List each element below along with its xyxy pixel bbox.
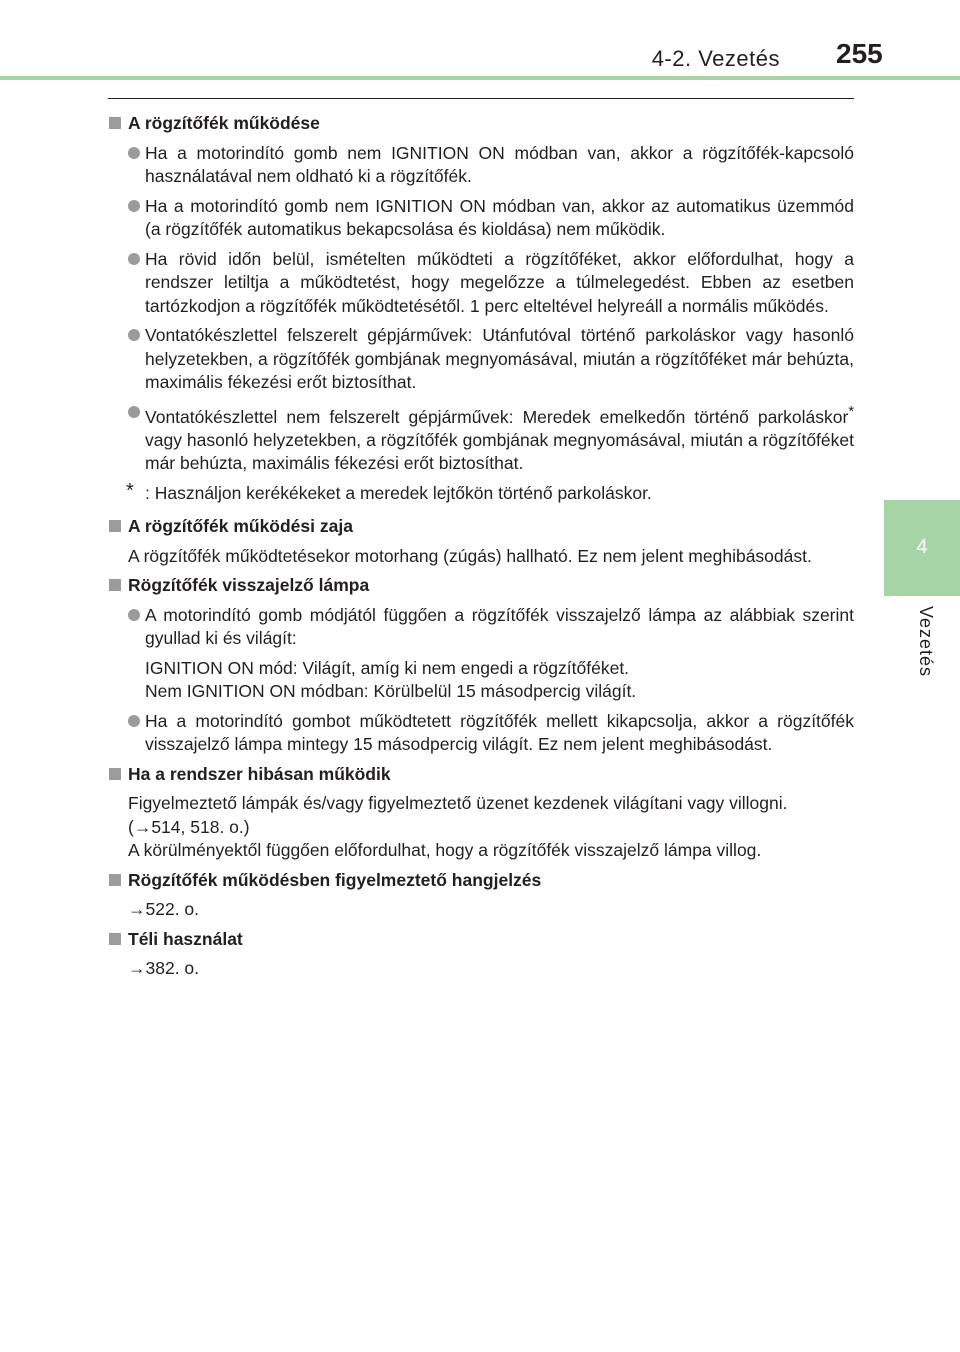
section-title: A rögzítőfék működése (108, 112, 854, 136)
circle-bullet-icon (128, 200, 140, 212)
list-item: Vontatókészlettel nem felszerelt gépjárművek: Meredek emelkedőn történő parkoláskor* vagy hasonló helyzetekben, a rögzítőfék gombjának megnyomásával, miután a rögzítőféket már behúzta, maximális fékezési erőt biztosíthat. (108, 401, 854, 476)
footnote-asterisk: * (126, 479, 134, 502)
page-reference: (→514, 518. o.) (128, 816, 250, 837)
section-parking-brake-operation (108, 112, 854, 505)
square-bullet-icon (109, 579, 121, 591)
section-title: Ha a rendszer hibásan működik (108, 763, 854, 787)
mode-line: Nem IGNITION ON módban: Körülbelül 15 másodpercig világít. (145, 681, 637, 702)
header-section-title: 4-2. Vezetés (651, 46, 780, 71)
paragraph: Figyelmeztető lámpák és/vagy figyelmeztető üzenet kezdenek világítani vagy villogni. (→514, 518. o.) A körülményektől függően előfordulhat, hogy a rögzítőfék visszajelző lámpa villog. (108, 792, 854, 863)
list-item: A motorindító gomb módjától függően a rögzítőfék visszajelző lámpa az alábbiak szerint gyullad ki és világít: (108, 604, 854, 651)
circle-bullet-icon (128, 147, 140, 159)
footnote: * : Használjon kerékékeket a meredek lejtőkön történő parkoláskor. (126, 479, 652, 503)
footnote-mark: * (848, 403, 854, 420)
section-title: Rögzítőfék működésben figyelmeztető hangjelzés (108, 869, 854, 893)
section-indicator-lamp (108, 574, 854, 757)
paragraph: A rögzítőfék működtetésekor motorhang (zúgás) hallható. Ez nem jelent meghibásodást. (128, 545, 812, 566)
circle-bullet-icon (128, 253, 140, 265)
chapter-number: 4 (916, 536, 928, 558)
header-rule (0, 76, 960, 80)
mode-line: IGNITION ON mód: Világít, amíg ki nem engedi a rögzítőféket. (145, 657, 630, 678)
section-winter-use (108, 928, 854, 981)
chapter-label: Vezetés (916, 606, 936, 678)
list-item: Vontatókészlettel felszerelt gépjárművek: Utánfutóval történő parkoláskor vagy hasonló helyzetekben, a rögzítőfék gombjának megnyomásával, miután a rögzítőféket már behúzta, maximális fékezési erőt biztosíthat. (108, 324, 854, 395)
section-title: Rögzítőfék visszajelző lámpa (108, 574, 854, 598)
page-content (108, 112, 854, 987)
list-item: Ha a motorindító gomb nem IGNITION ON módban van, akkor az automatikus üzemmód (a rögzítőfék automatikus bekapcsolása és kioldása) nem működik. (108, 195, 854, 242)
chapter-tab (884, 500, 960, 596)
section-divider (108, 98, 854, 99)
section-warning-buzzer (108, 869, 854, 922)
section-operating-noise (108, 515, 854, 568)
square-bullet-icon (109, 117, 121, 129)
section-title: Téli használat (108, 928, 854, 952)
square-bullet-icon (109, 520, 121, 532)
section-malfunction (108, 763, 854, 863)
section-title: A rögzítőfék működési zaja (108, 515, 854, 539)
list-item: Ha a motorindító gombot működtetett rögzítőfék mellett kikapcsolja, akkor a rögzítőfék visszajelző lámpa mintegy 15 másodpercig világít. Ez nem jelent meghibásodást. (108, 710, 854, 757)
square-bullet-icon (109, 768, 121, 780)
page-reference: →382. o. (128, 958, 200, 979)
mode-lines (108, 657, 854, 704)
square-bullet-icon (109, 874, 121, 886)
list-item: Ha a motorindító gomb nem IGNITION ON módban van, akkor a rögzítőfék-kapcsoló használatával nem oldható ki a rögzítőfék. (108, 142, 854, 189)
circle-bullet-icon (128, 609, 140, 621)
list-item: Ha rövid időn belül, ismételten működteti a rögzítőféket, akkor előfordulhat, hogy a rendszer letiltja a működtetést, hogy megelőzze a túlmelegedést. Ebben az esetben tartózkodjon a rögzítőfék működtetésétől. 1 perc elteltével helyreáll a normális működés. (108, 248, 854, 319)
page-number: 255 (836, 38, 883, 69)
page-reference: →522. o. (128, 899, 200, 920)
circle-bullet-icon (128, 406, 140, 418)
circle-bullet-icon (128, 715, 140, 727)
square-bullet-icon (109, 933, 121, 945)
circle-bullet-icon (128, 329, 140, 341)
